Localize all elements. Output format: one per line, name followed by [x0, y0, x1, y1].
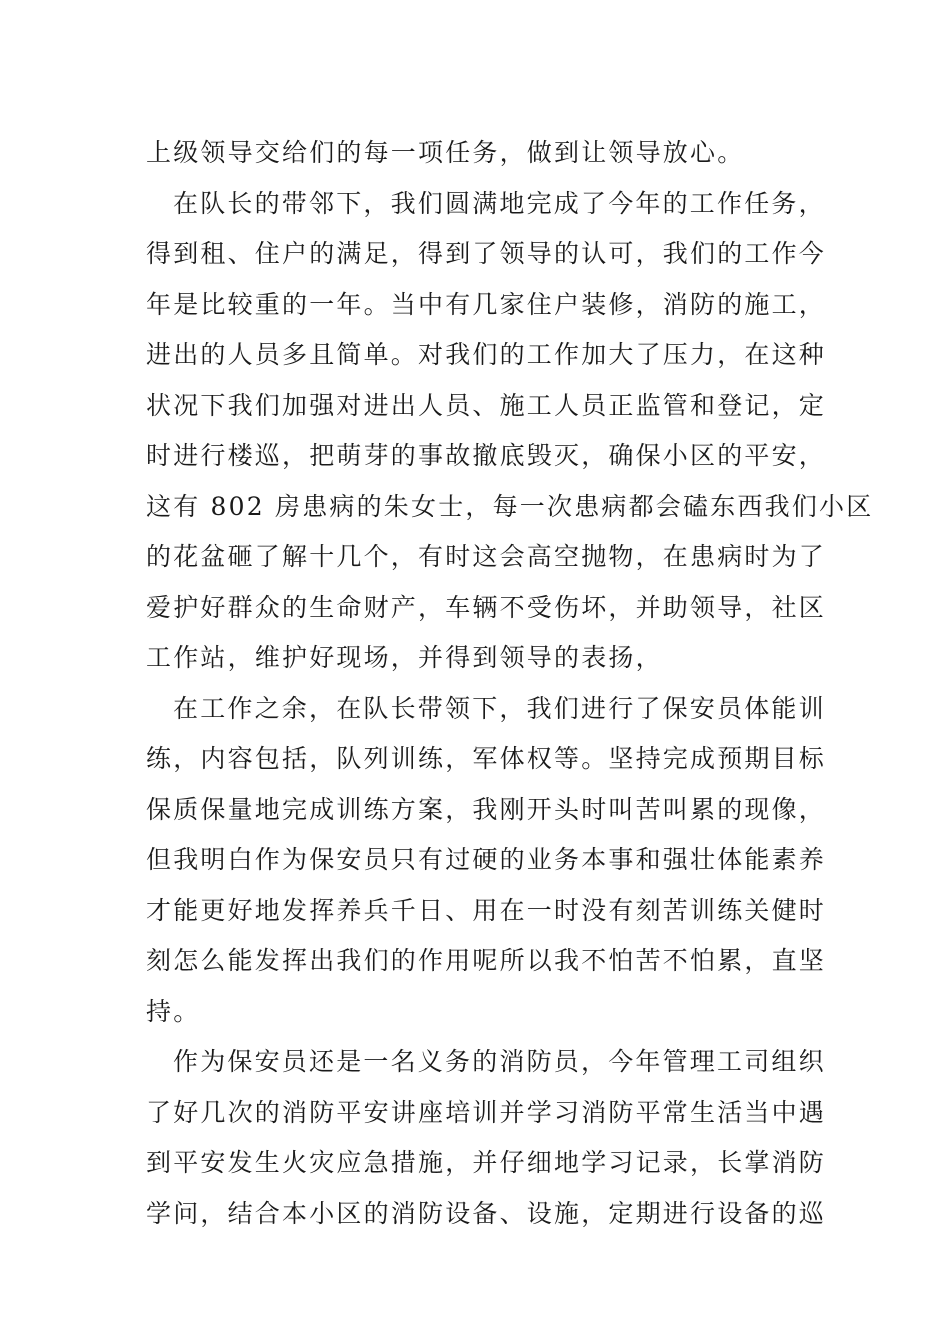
document-body — [146, 128, 874, 1239]
text-line: 的花盆砸了解十几个，有时这会高空抛物，在患病时为了 — [146, 542, 827, 571]
text-line: 在队长的带邻下，我们圆满地完成了今年的工作任务， — [173, 188, 826, 218]
text-line: 时进行楼巡，把萌芽的事故撤底毁灭，确保小区的平安， — [146, 441, 827, 470]
text-line: 这有 802 房患病的朱女士，每一次患病都会磕东西我们小区 — [146, 491, 874, 521]
text-line: 学问，结合本小区的消防设备、设施，定期进行设备的巡 — [146, 1198, 827, 1228]
text-line: 进出的人员多且简单。对我们的工作加大了压力，在这种 — [146, 340, 827, 369]
text-line: 持。 — [146, 996, 201, 1026]
text-line: 练，内容包括，队列训练，军体权等。坚持完成预期目标 — [146, 744, 827, 773]
text-line: 刻怎么能发挥出我们的作用呢所以我不怕苦不怕累，直坚 — [146, 946, 827, 975]
text-line: 爱护好群众的生命财产，车辆不受伤坏，并助领导，社区 — [146, 592, 827, 622]
text-line: 作为保安员还是一名义务的消防员，今年管理工司组织 — [173, 1047, 826, 1076]
text-line: 但我明白作为保安员只有过硬的业务本事和强壮体能素养 — [146, 845, 827, 874]
text-line: 得到租、住户的满足，得到了领导的认可，我们的工作今 — [146, 239, 827, 268]
text-line: 才能更好地发挥养兵千日、用在一时没有刻苦训练关健时 — [146, 895, 827, 925]
text-line: 工作站，维护好现场，并得到领导的表扬， — [146, 643, 663, 672]
text-line: 年是比较重的一年。当中有几家住户装修，消防的施工， — [146, 289, 827, 319]
text-line: 了好几次的消防平安讲座培训并学习消防平常生活当中遇 — [146, 1097, 827, 1127]
text-line: 状况下我们加强对进出人员、施工人员正监管和登记，定 — [146, 390, 827, 420]
text-line: 在工作之余，在队长带领下，我们进行了保安员体能训 — [173, 693, 826, 723]
text-line: 保质保量地完成训练方案，我刚开头时叫苦叫累的现像， — [146, 794, 827, 824]
text-line: 到平安发生火灾应急措施，并仔细地学习记录，长掌消防 — [146, 1148, 827, 1177]
text-line: 上级领导交给们的每一项任务，做到让领导放心。 — [146, 138, 745, 167]
